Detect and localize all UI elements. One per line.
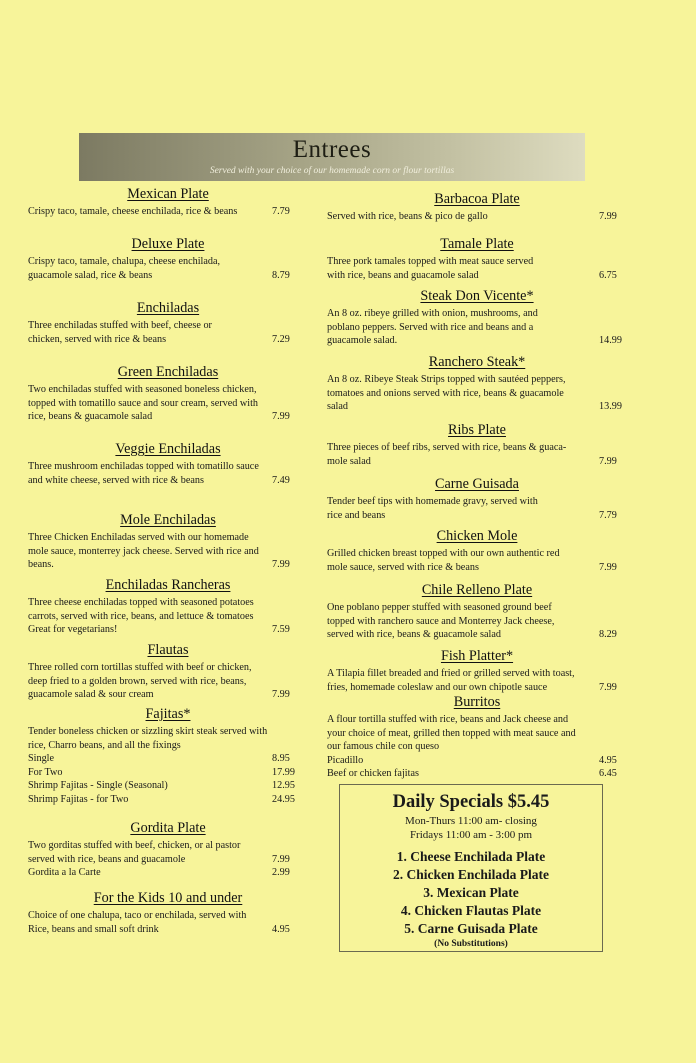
menu-item-description: Gordita a la Carte: [28, 867, 101, 879]
page-subtitle: Served with your choice of our homemade corn or flour tortillas: [209, 166, 455, 176]
menu-item-line: [327, 441, 627, 455]
menu-item-description: An 8 oz. Ribeye Steak Strips topped with sautéed peppers,: [327, 374, 566, 385]
menu-item-description: guacamole salad, rice & beans: [28, 269, 153, 281]
menu-item-line: [28, 596, 308, 610]
menu-item-description: Beef or chicken fajitas: [327, 768, 419, 780]
menu-item-line: [28, 623, 308, 637]
menu-item-price: 7.99: [272, 853, 290, 865]
menu-item-description: topped with ranchero sauce and Monterrey Jack cheese,: [327, 615, 555, 627]
menu-item-description: Shrimp Fajitas - for Two: [28, 793, 129, 805]
menu-item-title: Gordita Plate: [130, 820, 206, 836]
menu-item-line: [28, 661, 308, 675]
menu-item-description: Picadillo: [327, 754, 364, 766]
menu-item: [28, 441, 308, 487]
menu-item-description: our famous chile con queso: [327, 741, 440, 753]
menu-item-line: [327, 509, 627, 523]
menu-item-price: 8.29: [599, 629, 617, 641]
menu-item-line: [327, 400, 627, 414]
menu-item-price: 8.79: [272, 269, 290, 281]
menu-item-price: 17.99: [272, 766, 295, 778]
menu-item-description: tomatoes and onions served with rice, beans & guacamole: [327, 387, 564, 399]
menu-item-line: [327, 628, 627, 642]
menu-item-line: [28, 397, 308, 411]
menu-item-price: 7.99: [599, 681, 617, 693]
menu-item-description: beans.: [28, 559, 54, 571]
menu-item-line: [28, 766, 308, 780]
specials-hours-friday: Fridays 11:00 am - 3:00 pm: [409, 829, 533, 841]
menu-item: [327, 582, 627, 642]
menu-item-title: Burritos: [453, 694, 501, 710]
menu-item: [327, 422, 627, 468]
menu-item-line: [28, 688, 308, 702]
menu-item-title: Veggie Enchiladas: [115, 441, 221, 457]
menu-item-line: [327, 601, 627, 615]
menu-item-line: [327, 269, 627, 283]
menu-item-title: Mexican Plate: [127, 186, 209, 202]
menu-item-price: 4.95: [272, 923, 290, 935]
menu-item-title: Chile Relleno Plate: [421, 582, 533, 598]
menu-item-title: Green Enchiladas: [117, 364, 219, 380]
menu-item-title: Carne Guisada: [435, 476, 519, 492]
menu-item-title: Enchiladas Rancheras: [105, 577, 231, 593]
menu-item-title: Flautas: [147, 642, 189, 658]
menu-item-line: [28, 205, 308, 219]
menu-item-line: [327, 754, 627, 768]
menu-item-description: Three pork tamales topped with meat sauce served: [327, 256, 534, 267]
menu-item-line: [28, 333, 308, 347]
menu-item-description: Single: [28, 753, 55, 765]
menu-item-description: deep fried to a golden brown, served with rice, beans,: [28, 675, 247, 687]
menu-item-description: guacamole salad.: [327, 335, 398, 347]
menu-item-title: Deluxe Plate: [131, 236, 205, 252]
special-item: 3. Mexican Plate: [423, 885, 519, 900]
menu-item-description: Three mushroom enchiladas topped with tomatillo sauce: [28, 461, 259, 472]
menu-item: [28, 890, 308, 936]
menu-item-line: [28, 675, 308, 689]
menu-item-description: A flour tortilla stuffed with rice, beans and Jack cheese and: [327, 714, 569, 725]
menu-item-description: served with rice, beans & guacamole salad: [327, 629, 501, 641]
menu-item-description: and white cheese, served with rice & beans: [28, 474, 204, 486]
special-item: 1. Cheese Enchilada Plate: [396, 849, 546, 864]
menu-item-description: with rice, beans and guacamole salad: [327, 269, 479, 281]
menu-item-price: 7.99: [272, 411, 290, 423]
menu-item-description: guacamole salad & sour cream: [28, 689, 154, 701]
menu-item-description: For Two: [28, 766, 63, 778]
menu-item-description: salad: [327, 401, 348, 413]
menu-item-description: Choice of one chalupa, taco or enchilada, served with: [28, 910, 247, 921]
menu-item: [327, 476, 627, 522]
menu-item-description: carrots, served with rice, beans, and lettuce & tomatoes: [28, 610, 254, 622]
page-title: Entrees: [292, 136, 372, 163]
menu-item: [327, 648, 627, 694]
menu-item-line: [327, 561, 627, 575]
menu-item-description: mole salad: [327, 455, 371, 467]
menu-item-title: Fish Platter*: [440, 648, 514, 664]
menu-item-description: mole sauce, served with rice & beans: [327, 561, 479, 573]
menu-item-line: [327, 255, 627, 269]
menu-item-description: One poblano pepper stuffed with seasoned ground beef: [327, 602, 552, 613]
menu-item-title: For the Kids 10 and under: [93, 890, 243, 906]
menu-item-description: Three rolled corn tortillas stuffed with beef or chicken,: [28, 662, 252, 673]
menu-item-description: served with rice, beans and guacamole: [28, 853, 186, 865]
menu-item-line: [28, 460, 308, 474]
special-item: 5. Carne Guisada Plate: [404, 921, 538, 936]
menu-item: [28, 820, 308, 880]
menu-item-price: 2.99: [272, 867, 290, 879]
menu-item: [28, 364, 308, 424]
menu-item-line: [28, 752, 308, 766]
menu-item-description: Crispy taco, tamale, chalupa, cheese enchilada,: [28, 256, 221, 267]
menu-item: [327, 694, 627, 781]
menu-item: [28, 512, 308, 572]
menu-item-description: Three pieces of beef ribs, served with rice, beans & guaca-: [327, 442, 567, 453]
menu-item-line: [28, 269, 308, 283]
menu-item-line: [28, 558, 308, 572]
menu-item: [28, 577, 308, 637]
menu-item-title: Enchiladas: [136, 300, 200, 316]
menu-item-description: chicken, served with rice & beans: [28, 333, 167, 345]
menu-item-line: [28, 474, 308, 488]
menu-item-line: [327, 547, 627, 561]
menu-item-description: Rice, beans and small soft drink: [28, 923, 159, 935]
menu-item-price: 7.79: [272, 206, 290, 217]
menu-item-description: your choice of meat, grilled then topped with meat sauce and: [327, 727, 576, 739]
menu-item-line: [28, 839, 308, 853]
specials-hours-weekday: Mon-Thurs 11:00 am- closing: [405, 815, 537, 827]
menu-item-title: Fajitas*: [145, 706, 191, 722]
menu-item-line: [327, 334, 627, 348]
menu-item-line: [28, 383, 308, 397]
menu-item-description: Three Chicken Enchiladas served with our homemade: [28, 532, 249, 543]
menu-item-price: 7.99: [599, 211, 617, 222]
menu-item-title: Ribs Plate: [448, 422, 506, 438]
menu-item-line: [327, 373, 627, 387]
specials-title: Daily Specials $5.45: [392, 792, 550, 812]
daily-specials-box: [339, 784, 603, 952]
menu-item-line: [28, 531, 308, 545]
menu-item-price: 7.59: [272, 624, 290, 636]
menu-item-line: [28, 739, 308, 753]
menu-item-line: [327, 387, 627, 401]
menu-item-line: [327, 727, 627, 741]
menu-item: [327, 354, 627, 414]
menu-item-line: [327, 321, 627, 335]
menu-item-line: [327, 455, 627, 469]
special-item: 4. Chicken Flautas Plate: [400, 903, 542, 918]
menu-item-line: [327, 767, 627, 781]
menu-item-price: 7.99: [599, 561, 617, 573]
menu-item-line: [28, 410, 308, 424]
menu-item-line: [28, 545, 308, 559]
menu-item-price: 13.99: [599, 401, 622, 413]
menu-item-description: Shrimp Fajitas - Single (Seasonal): [28, 780, 168, 792]
menu-item-description: Two enchiladas stuffed with seasoned boneless chicken,: [28, 384, 257, 395]
menu-item-title: Tamale Plate: [440, 236, 514, 252]
menu-item-line: [327, 681, 627, 695]
menu-item-description: topped with tomatillo sauce and sour cream, served with: [28, 397, 259, 409]
menu-item: [327, 191, 627, 224]
menu-item-line: [28, 779, 308, 793]
menu-item-description: Great for vegetarians!: [28, 624, 118, 636]
menu-item: [28, 706, 308, 807]
menu-item-price: 6.45: [599, 768, 617, 780]
menu-item-description: rice, beans & guacamole salad: [28, 411, 153, 423]
menu-item-description: rice, Charro beans, and all the fixings: [28, 739, 181, 751]
menu-item-title: Barbacoa Plate: [434, 191, 520, 207]
menu-item-line: [28, 610, 308, 624]
menu-item-line: [28, 793, 308, 807]
menu-item-price: 4.95: [599, 754, 617, 766]
menu-item: [28, 642, 308, 702]
menu-item: [327, 528, 627, 574]
menu-item-description: Tender boneless chicken or sizzling skirt steak served with: [28, 726, 268, 737]
menu-item-title: Ranchero Steak*: [428, 354, 526, 370]
menu-item-price: 7.79: [599, 509, 617, 521]
menu-item: [327, 236, 627, 282]
menu-item-line: [327, 740, 627, 754]
menu-item-description: Grilled chicken breast topped with our own authentic red: [327, 548, 560, 559]
menu-item-description: Tender beef tips with homemade gravy, served with: [327, 496, 538, 507]
specials-list: [340, 848, 602, 938]
menu-item-price: 6.75: [599, 269, 617, 281]
menu-item-line: [327, 210, 627, 224]
menu-item-line: [28, 853, 308, 867]
menu-item-line: [28, 866, 308, 880]
menu-item-description: Two gorditas stuffed with beef, chicken, or al pastor: [28, 840, 241, 851]
menu-item-price: 7.99: [272, 689, 290, 701]
menu-item-description: Served with rice, beans & pico de gallo: [327, 211, 488, 222]
menu-item-line: [28, 255, 308, 269]
menu-item: [28, 300, 308, 346]
menu-item-price: 7.29: [272, 333, 290, 345]
menu-item-price: 7.99: [599, 455, 617, 467]
menu-item: [28, 236, 308, 282]
menu-item-title: Chicken Mole: [436, 528, 518, 544]
menu-item-price: 12.95: [272, 780, 295, 792]
menu-item-price: 8.95: [272, 753, 290, 765]
menu-item-description: Three enchiladas stuffed with beef, cheese or: [28, 320, 212, 331]
special-item: 2. Chicken Enchilada Plate: [392, 867, 549, 882]
menu-item: [327, 288, 627, 348]
menu-item-description: poblano peppers. Served with rice and beans and a: [327, 321, 534, 333]
menu-item-price: 7.49: [272, 474, 290, 486]
menu-item-description: Three cheese enchiladas topped with seasoned potatoes: [28, 597, 254, 608]
menu-item-line: [28, 319, 308, 333]
menu-item-price: 14.99: [599, 335, 622, 347]
menu-item-line: [327, 615, 627, 629]
menu-item-description: rice and beans: [327, 509, 386, 521]
menu-item-line: [327, 307, 627, 321]
menu-item-description: Crispy taco, tamale, cheese enchilada, rice & beans: [28, 206, 238, 217]
menu-item-price: 7.99: [272, 559, 290, 571]
menu-item-description: fries, homemade coleslaw and our own chipotle sauce: [327, 681, 548, 693]
menu-item-line: [327, 713, 627, 727]
menu-item-line: [28, 909, 308, 923]
menu-item: [28, 186, 308, 219]
menu-item-description: mole sauce, monterrey jack cheese. Served with rice and: [28, 545, 259, 557]
menu-item-description: A Tilapia fillet breaded and fried or grilled served with toast,: [327, 668, 575, 679]
menu-item-line: [28, 923, 308, 937]
specials-note: (No Substitutions): [434, 939, 508, 949]
menu-item-line: [28, 725, 308, 739]
menu-item-title: Steak Don Vicente*: [420, 288, 534, 304]
menu-item-line: [327, 495, 627, 509]
menu-item-title: Mole Enchiladas: [120, 512, 216, 528]
menu-item-line: [327, 667, 627, 681]
menu-item-description: An 8 oz. ribeye grilled with onion, mushrooms, and: [327, 308, 538, 319]
menu-item-price: 24.95: [272, 793, 295, 805]
entrees-banner: [79, 133, 585, 181]
